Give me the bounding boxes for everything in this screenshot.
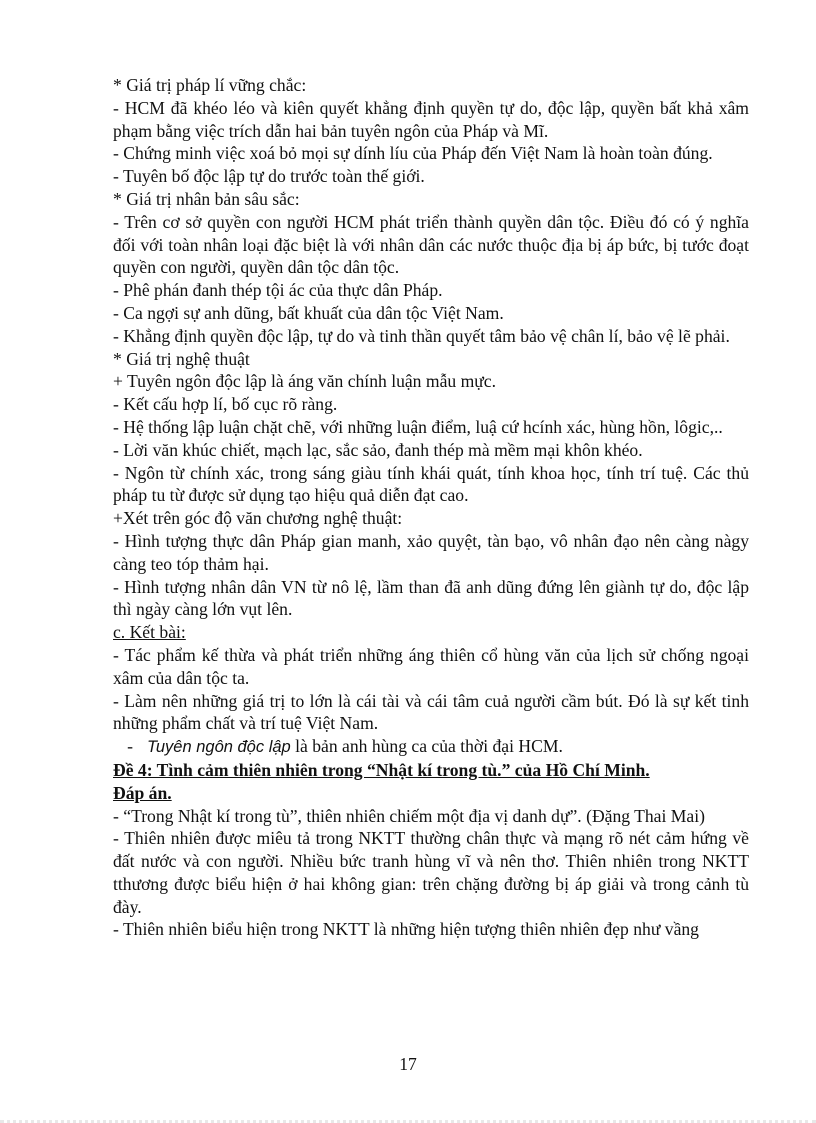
bullet-rest: là bản anh hùng ca của thời đại HCM. <box>290 736 563 757</box>
paragraph-line: - Ngôn từ chính xác, trong sáng giàu tính khái quát, tính khoa học, tính trí tuệ. Các thủ pháp tu từ được sử dụng tạo hiệu quả diễn đạt cao. <box>113 462 749 506</box>
bullet-dash: - <box>127 736 133 757</box>
paragraph-line: - Phê phán đanh thép tội ác của thực dân Pháp. <box>113 280 443 301</box>
paragraph-line: * Giá trị pháp lí vững chắc: <box>113 75 307 95</box>
dap-an-heading: Đáp án. <box>113 782 172 803</box>
paragraph-line: - Hình tượng nhân dân VN từ nô lệ, lầm than đã anh dũng đứng lên giành tự do, độc lập thì ngày càng lớn vụt lên. <box>113 576 749 620</box>
paragraph-line: - Lời văn khúc chiết, mạch lạc, sắc sảo, đanh thép mà mềm mại khôn khéo. <box>113 439 643 460</box>
paragraph-line: + Tuyên ngôn độc lập là áng văn chính luận mẫu mực. <box>113 371 496 392</box>
last-bullet <box>113 735 749 759</box>
answer-lines <box>113 805 749 942</box>
page-content <box>113 74 749 941</box>
paragraph-line: - Hình tượng thực dân Pháp gian manh, xảo quyệt, tàn bạo, vô nhân đạo nên càng nàgy càng teo tóp thảm hại. <box>113 530 749 574</box>
paragraph-line: - Tuyên bố độc lập tự do trước toàn thế giới. <box>113 166 425 187</box>
paragraph-line: - Trên cơ sở quyền con người HCM phát triển thành quyền dân tộc. Điều đó có ý nghĩa đối với toàn nhân loại đặc biệt là với nhân dân các nước thuộc địa bị áp bức, bị tước đoạt quyền con người, quyền dân tộc dân tộc. <box>113 211 749 278</box>
answer-line: - “Trong Nhật kí trong tù”, thiên nhiên chiếm một địa vị danh dự”. (Đặng Thai Mai) <box>113 805 705 826</box>
ket-bai-line: - Tác phẩm kế thừa và phát triển những áng thiên cổ hùng văn của lịch sử chống ngoại xâm của dân tộc ta. <box>113 644 749 688</box>
de4-title: Đề 4: Tình cảm thiên nhiên trong “Nhật kí trong tù.” của Hồ Chí Minh. <box>113 759 650 780</box>
paragraph-line: - Khẳng định quyền độc lập, tự do và tinh thần quyết tâm bảo vệ chân lí, bảo vệ lẽ phải. <box>113 325 730 346</box>
body-lines <box>113 74 749 621</box>
answer-line: - Thiên nhiên được miêu tả trong NKTT thường chân thực và mạng rõ nét cảm hứng về đất nước và con người. Nhiều bức tranh hùng vĩ và nên thơ. Thiên nhiên trong NKTT tthương được biểu hiện ở hai không gian: trên chặng đường bị áp giải và trong cảnh tù đày. <box>113 828 749 917</box>
paragraph-line: - Chứng minh việc xoá bỏ mọi sự dính líu của Pháp đến Việt Nam là hoàn toàn đúng. <box>113 143 713 164</box>
answer-line: - Thiên nhiên biểu hiện trong NKTT là những hiện tượng thiên nhiên đẹp như vầng <box>113 919 699 940</box>
ket-bai-lines <box>113 644 749 735</box>
ket-bai-line: - Làm nên những giá trị to lớn là cái tài và cái tâm cuả người cầm bút. Đó là sự kết tinh những phẩm chất và trí tuệ Việt Nam. <box>113 690 749 734</box>
ket-bai-heading: c. Kết bài: <box>113 622 186 643</box>
paragraph-line: * Giá trị nghệ thuật <box>113 348 250 369</box>
paragraph-line: - Kết cấu hợp lí, bố cục rõ ràng. <box>113 394 338 415</box>
paragraph-line: * Giá trị nhân bản sâu sắc: <box>113 188 300 209</box>
paragraph-line: - Ca ngợi sự anh dũng, bất khuất của dân tộc Việt Nam. <box>113 302 504 323</box>
paragraph-line: +Xét trên góc độ văn chương nghệ thuật: <box>113 508 403 529</box>
work-title-italic: Tuyên ngôn độc lập <box>147 738 291 757</box>
paragraph-line: - HCM đã khéo léo và kiên quyết khẳng định quyền tự do, độc lập, quyền bất khả xâm phạm bằng việc trích dẫn hai bản tuyên ngôn của Pháp và Mĩ. <box>113 97 749 141</box>
page-number: 17 <box>399 1054 417 1074</box>
paragraph-line: - Hệ thống lập luận chặt chẽ, với những luận điểm, luậ cứ hcính xác, hùng hồn, lôgic,.. <box>113 416 723 437</box>
